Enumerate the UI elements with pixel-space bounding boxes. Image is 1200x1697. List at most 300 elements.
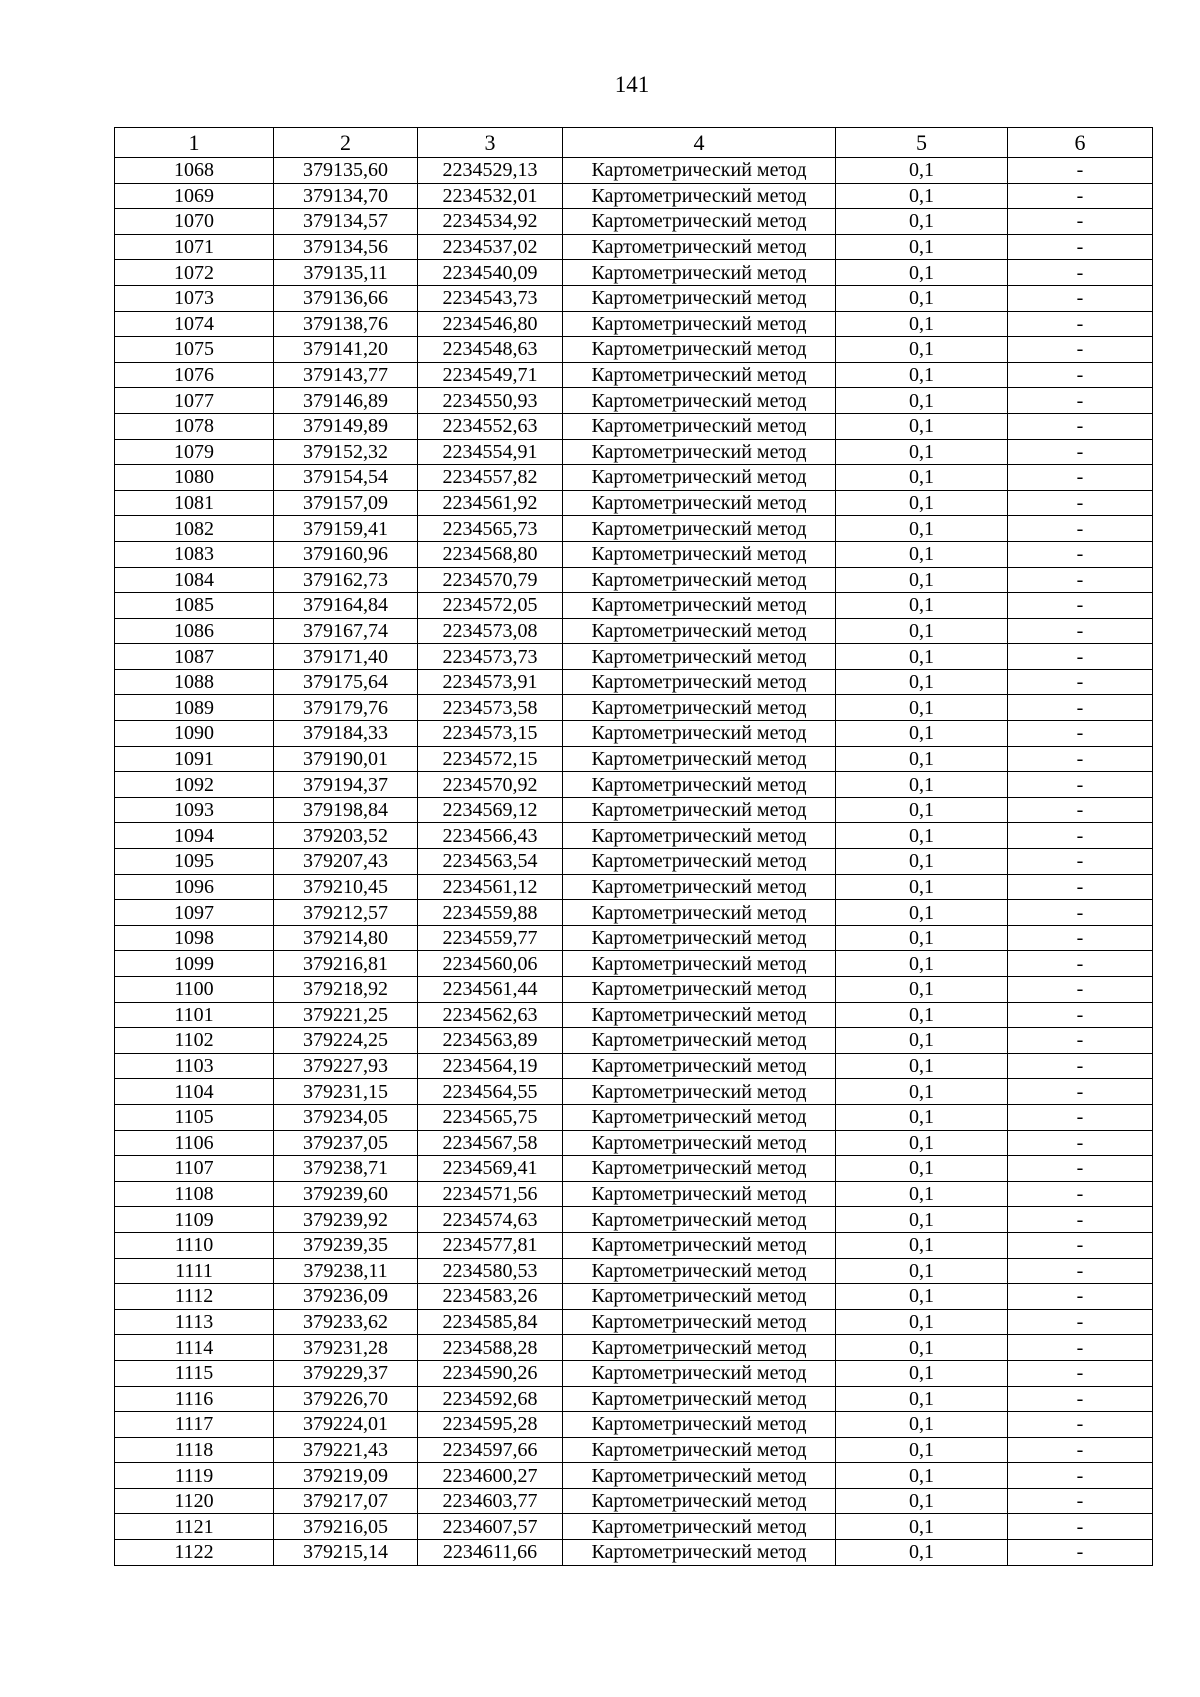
- point-number-cell: 1085: [115, 593, 274, 619]
- x-coordinate-cell: 379214,80: [274, 925, 418, 951]
- accuracy-cell: 0,1: [836, 772, 1008, 798]
- note-cell: -: [1008, 849, 1153, 875]
- y-coordinate-cell: 2234561,92: [418, 490, 563, 516]
- accuracy-cell: 0,1: [836, 669, 1008, 695]
- accuracy-cell: 0,1: [836, 1232, 1008, 1258]
- table-row: [115, 1028, 1153, 1054]
- y-coordinate-cell: 2234600,27: [418, 1463, 563, 1489]
- x-coordinate-cell: 379171,40: [274, 644, 418, 670]
- header-cell: 1: [115, 128, 274, 158]
- accuracy-cell: 0,1: [836, 951, 1008, 977]
- point-number-cell: 1094: [115, 823, 274, 849]
- x-coordinate-cell: 379216,05: [274, 1514, 418, 1540]
- y-coordinate-cell: 2234597,66: [418, 1437, 563, 1463]
- y-coordinate-cell: 2234571,56: [418, 1181, 563, 1207]
- table-row: [115, 1156, 1153, 1182]
- y-coordinate-cell: 2234562,63: [418, 1002, 563, 1028]
- note-cell: -: [1008, 797, 1153, 823]
- x-coordinate-cell: 379175,64: [274, 669, 418, 695]
- y-coordinate-cell: 2234583,26: [418, 1284, 563, 1310]
- method-cell: Картометрический метод: [563, 337, 836, 363]
- y-coordinate-cell: 2234611,66: [418, 1540, 563, 1566]
- method-cell: Картометрический метод: [563, 311, 836, 337]
- point-number-cell: 1111: [115, 1258, 274, 1284]
- note-cell: -: [1008, 1309, 1153, 1335]
- note-cell: -: [1008, 1258, 1153, 1284]
- table-row: [115, 158, 1153, 184]
- y-coordinate-cell: 2234573,91: [418, 669, 563, 695]
- y-coordinate-cell: 2234569,41: [418, 1156, 563, 1182]
- note-cell: -: [1008, 1079, 1153, 1105]
- accuracy-cell: 0,1: [836, 1079, 1008, 1105]
- table-row: [115, 797, 1153, 823]
- method-cell: Картометрический метод: [563, 158, 836, 184]
- accuracy-cell: 0,1: [836, 516, 1008, 542]
- accuracy-cell: 0,1: [836, 593, 1008, 619]
- point-number-cell: 1093: [115, 797, 274, 823]
- note-cell: -: [1008, 1028, 1153, 1054]
- point-number-cell: 1089: [115, 695, 274, 721]
- table-row: [115, 900, 1153, 926]
- y-coordinate-cell: 2234572,05: [418, 593, 563, 619]
- table-row: [115, 695, 1153, 721]
- y-coordinate-cell: 2234566,43: [418, 823, 563, 849]
- point-number-cell: 1108: [115, 1181, 274, 1207]
- note-cell: -: [1008, 1053, 1153, 1079]
- method-cell: Картометрический метод: [563, 183, 836, 209]
- method-cell: Картометрический метод: [563, 772, 836, 798]
- table-row: [115, 925, 1153, 951]
- x-coordinate-cell: 379224,25: [274, 1028, 418, 1054]
- note-cell: -: [1008, 721, 1153, 747]
- y-coordinate-cell: 2234560,06: [418, 951, 563, 977]
- note-cell: -: [1008, 772, 1153, 798]
- table-row: [115, 183, 1153, 209]
- note-cell: -: [1008, 490, 1153, 516]
- point-number-cell: 1109: [115, 1207, 274, 1233]
- table-row: [115, 977, 1153, 1003]
- note-cell: -: [1008, 388, 1153, 414]
- x-coordinate-cell: 379141,20: [274, 337, 418, 363]
- accuracy-cell: 0,1: [836, 158, 1008, 184]
- accuracy-cell: 0,1: [836, 1437, 1008, 1463]
- y-coordinate-cell: 2234537,02: [418, 234, 563, 260]
- point-number-cell: 1086: [115, 618, 274, 644]
- point-number-cell: 1104: [115, 1079, 274, 1105]
- accuracy-cell: 0,1: [836, 465, 1008, 491]
- note-cell: -: [1008, 1360, 1153, 1386]
- point-number-cell: 1069: [115, 183, 274, 209]
- point-number-cell: 1095: [115, 849, 274, 875]
- note-cell: -: [1008, 1463, 1153, 1489]
- x-coordinate-cell: 379233,62: [274, 1309, 418, 1335]
- method-cell: Картометрический метод: [563, 1488, 836, 1514]
- method-cell: Картометрический метод: [563, 1360, 836, 1386]
- note-cell: -: [1008, 567, 1153, 593]
- table-header-row: [115, 128, 1153, 158]
- accuracy-cell: 0,1: [836, 1053, 1008, 1079]
- y-coordinate-cell: 2234554,91: [418, 439, 563, 465]
- accuracy-cell: 0,1: [836, 1258, 1008, 1284]
- y-coordinate-cell: 2234540,09: [418, 260, 563, 286]
- method-cell: Картометрический метод: [563, 541, 836, 567]
- x-coordinate-cell: 379134,70: [274, 183, 418, 209]
- method-cell: Картометрический метод: [563, 797, 836, 823]
- x-coordinate-cell: 379231,28: [274, 1335, 418, 1361]
- accuracy-cell: 0,1: [836, 644, 1008, 670]
- y-coordinate-cell: 2234573,73: [418, 644, 563, 670]
- x-coordinate-cell: 379217,07: [274, 1488, 418, 1514]
- point-number-cell: 1103: [115, 1053, 274, 1079]
- accuracy-cell: 0,1: [836, 746, 1008, 772]
- table-row: [115, 618, 1153, 644]
- coordinates-table: [114, 127, 1153, 1566]
- accuracy-cell: 0,1: [836, 1360, 1008, 1386]
- method-cell: Картометрический метод: [563, 1284, 836, 1310]
- point-number-cell: 1112: [115, 1284, 274, 1310]
- note-cell: -: [1008, 1437, 1153, 1463]
- method-cell: Картометрический метод: [563, 234, 836, 260]
- accuracy-cell: 0,1: [836, 1104, 1008, 1130]
- y-coordinate-cell: 2234532,01: [418, 183, 563, 209]
- note-cell: -: [1008, 618, 1153, 644]
- accuracy-cell: 0,1: [836, 1284, 1008, 1310]
- method-cell: Картометрический метод: [563, 1130, 836, 1156]
- note-cell: -: [1008, 413, 1153, 439]
- y-coordinate-cell: 2234543,73: [418, 285, 563, 311]
- point-number-cell: 1082: [115, 516, 274, 542]
- note-cell: -: [1008, 1412, 1153, 1438]
- point-number-cell: 1075: [115, 337, 274, 363]
- y-coordinate-cell: 2234588,28: [418, 1335, 563, 1361]
- note-cell: -: [1008, 541, 1153, 567]
- point-number-cell: 1068: [115, 158, 274, 184]
- method-cell: Картометрический метод: [563, 1028, 836, 1054]
- y-coordinate-cell: 2234552,63: [418, 413, 563, 439]
- point-number-cell: 1073: [115, 285, 274, 311]
- y-coordinate-cell: 2234565,75: [418, 1104, 563, 1130]
- accuracy-cell: 0,1: [836, 567, 1008, 593]
- y-coordinate-cell: 2234561,12: [418, 874, 563, 900]
- y-coordinate-cell: 2234529,13: [418, 158, 563, 184]
- method-cell: Картометрический метод: [563, 593, 836, 619]
- y-coordinate-cell: 2234590,26: [418, 1360, 563, 1386]
- accuracy-cell: 0,1: [836, 260, 1008, 286]
- accuracy-cell: 0,1: [836, 1412, 1008, 1438]
- accuracy-cell: 0,1: [836, 797, 1008, 823]
- point-number-cell: 1121: [115, 1514, 274, 1540]
- accuracy-cell: 0,1: [836, 1514, 1008, 1540]
- table-row: [115, 1386, 1153, 1412]
- accuracy-cell: 0,1: [836, 1488, 1008, 1514]
- point-number-cell: 1077: [115, 388, 274, 414]
- page-number: 141: [614, 72, 650, 97]
- point-number-cell: 1117: [115, 1412, 274, 1438]
- point-number-cell: 1097: [115, 900, 274, 926]
- header-cell: 4: [563, 128, 836, 158]
- table-row: [115, 1104, 1153, 1130]
- y-coordinate-cell: 2234595,28: [418, 1412, 563, 1438]
- y-coordinate-cell: 2234573,58: [418, 695, 563, 721]
- header-cell: 3: [418, 128, 563, 158]
- table-row: [115, 362, 1153, 388]
- accuracy-cell: 0,1: [836, 1540, 1008, 1566]
- note-cell: -: [1008, 823, 1153, 849]
- x-coordinate-cell: 379157,09: [274, 490, 418, 516]
- x-coordinate-cell: 379239,35: [274, 1232, 418, 1258]
- y-coordinate-cell: 2234565,73: [418, 516, 563, 542]
- x-coordinate-cell: 379210,45: [274, 874, 418, 900]
- table-row: [115, 285, 1153, 311]
- note-cell: -: [1008, 465, 1153, 491]
- x-coordinate-cell: 379212,57: [274, 900, 418, 926]
- note-cell: -: [1008, 977, 1153, 1003]
- accuracy-cell: 0,1: [836, 849, 1008, 875]
- x-coordinate-cell: 379238,11: [274, 1258, 418, 1284]
- table-row: [115, 490, 1153, 516]
- method-cell: Картометрический метод: [563, 209, 836, 235]
- y-coordinate-cell: 2234548,63: [418, 337, 563, 363]
- x-coordinate-cell: 379194,37: [274, 772, 418, 798]
- note-cell: -: [1008, 746, 1153, 772]
- y-coordinate-cell: 2234585,84: [418, 1309, 563, 1335]
- note-cell: -: [1008, 695, 1153, 721]
- accuracy-cell: 0,1: [836, 311, 1008, 337]
- point-number-cell: 1120: [115, 1488, 274, 1514]
- y-coordinate-cell: 2234568,80: [418, 541, 563, 567]
- method-cell: Картометрический метод: [563, 1514, 836, 1540]
- accuracy-cell: 0,1: [836, 1463, 1008, 1489]
- y-coordinate-cell: 2234550,93: [418, 388, 563, 414]
- table-row: [115, 593, 1153, 619]
- accuracy-cell: 0,1: [836, 1156, 1008, 1182]
- method-cell: Картометрический метод: [563, 1540, 836, 1566]
- x-coordinate-cell: 379203,52: [274, 823, 418, 849]
- x-coordinate-cell: 379221,43: [274, 1437, 418, 1463]
- x-coordinate-cell: 379179,76: [274, 695, 418, 721]
- note-cell: -: [1008, 1514, 1153, 1540]
- table-row: [115, 951, 1153, 977]
- y-coordinate-cell: 2234574,63: [418, 1207, 563, 1233]
- table-row: [115, 311, 1153, 337]
- accuracy-cell: 0,1: [836, 234, 1008, 260]
- accuracy-cell: 0,1: [836, 183, 1008, 209]
- accuracy-cell: 0,1: [836, 362, 1008, 388]
- x-coordinate-cell: 379184,33: [274, 721, 418, 747]
- accuracy-cell: 0,1: [836, 721, 1008, 747]
- table-row: [115, 1232, 1153, 1258]
- y-coordinate-cell: 2234570,92: [418, 772, 563, 798]
- note-cell: -: [1008, 1207, 1153, 1233]
- accuracy-cell: 0,1: [836, 1386, 1008, 1412]
- method-cell: Картометрический метод: [563, 516, 836, 542]
- x-coordinate-cell: 379134,57: [274, 209, 418, 235]
- x-coordinate-cell: 379167,74: [274, 618, 418, 644]
- point-number-cell: 1100: [115, 977, 274, 1003]
- point-number-cell: 1115: [115, 1360, 274, 1386]
- point-number-cell: 1107: [115, 1156, 274, 1182]
- y-coordinate-cell: 2234564,19: [418, 1053, 563, 1079]
- table-row: [115, 644, 1153, 670]
- x-coordinate-cell: 379135,60: [274, 158, 418, 184]
- y-coordinate-cell: 2234561,44: [418, 977, 563, 1003]
- x-coordinate-cell: 379134,56: [274, 234, 418, 260]
- table-row: [115, 1488, 1153, 1514]
- y-coordinate-cell: 2234567,58: [418, 1130, 563, 1156]
- table-row: [115, 746, 1153, 772]
- y-coordinate-cell: 2234564,55: [418, 1079, 563, 1105]
- y-coordinate-cell: 2234577,81: [418, 1232, 563, 1258]
- note-cell: -: [1008, 644, 1153, 670]
- method-cell: Картометрический метод: [563, 1463, 836, 1489]
- accuracy-cell: 0,1: [836, 1335, 1008, 1361]
- x-coordinate-cell: 379159,41: [274, 516, 418, 542]
- method-cell: Картометрический метод: [563, 1181, 836, 1207]
- table-row: [115, 465, 1153, 491]
- note-cell: -: [1008, 1156, 1153, 1182]
- point-number-cell: 1119: [115, 1463, 274, 1489]
- note-cell: -: [1008, 1335, 1153, 1361]
- point-number-cell: 1116: [115, 1386, 274, 1412]
- method-cell: Картометрический метод: [563, 977, 836, 1003]
- table-row: [115, 669, 1153, 695]
- y-coordinate-cell: 2234570,79: [418, 567, 563, 593]
- x-coordinate-cell: 379162,73: [274, 567, 418, 593]
- accuracy-cell: 0,1: [836, 1309, 1008, 1335]
- note-cell: -: [1008, 439, 1153, 465]
- table-row: [115, 823, 1153, 849]
- method-cell: Картометрический метод: [563, 644, 836, 670]
- table-row: [115, 388, 1153, 414]
- table-row: [115, 1514, 1153, 1540]
- point-number-cell: 1122: [115, 1540, 274, 1566]
- method-cell: Картометрический метод: [563, 618, 836, 644]
- header-cell: 2: [274, 128, 418, 158]
- table-row: [115, 1437, 1153, 1463]
- x-coordinate-cell: 379152,32: [274, 439, 418, 465]
- y-coordinate-cell: 2234546,80: [418, 311, 563, 337]
- method-cell: Картометрический метод: [563, 465, 836, 491]
- point-number-cell: 1105: [115, 1104, 274, 1130]
- accuracy-cell: 0,1: [836, 823, 1008, 849]
- x-coordinate-cell: 379146,89: [274, 388, 418, 414]
- x-coordinate-cell: 379198,84: [274, 797, 418, 823]
- table-row: [115, 721, 1153, 747]
- point-number-cell: 1098: [115, 925, 274, 951]
- table-row: [115, 1284, 1153, 1310]
- method-cell: Картометрический метод: [563, 490, 836, 516]
- note-cell: -: [1008, 1130, 1153, 1156]
- method-cell: Картометрический метод: [563, 1207, 836, 1233]
- point-number-cell: 1113: [115, 1309, 274, 1335]
- y-coordinate-cell: 2234607,57: [418, 1514, 563, 1540]
- point-number-cell: 1084: [115, 567, 274, 593]
- note-cell: -: [1008, 158, 1153, 184]
- y-coordinate-cell: 2234557,82: [418, 465, 563, 491]
- point-number-cell: 1076: [115, 362, 274, 388]
- note-cell: -: [1008, 1232, 1153, 1258]
- x-coordinate-cell: 379234,05: [274, 1104, 418, 1130]
- x-coordinate-cell: 379215,14: [274, 1540, 418, 1566]
- table-row: [115, 772, 1153, 798]
- x-coordinate-cell: 379236,09: [274, 1284, 418, 1310]
- accuracy-cell: 0,1: [836, 209, 1008, 235]
- table-row: [115, 337, 1153, 363]
- x-coordinate-cell: 379224,01: [274, 1412, 418, 1438]
- point-number-cell: 1090: [115, 721, 274, 747]
- method-cell: Картометрический метод: [563, 849, 836, 875]
- method-cell: Картометрический метод: [563, 567, 836, 593]
- point-number-cell: 1118: [115, 1437, 274, 1463]
- point-number-cell: 1080: [115, 465, 274, 491]
- method-cell: Картометрический метод: [563, 1437, 836, 1463]
- note-cell: -: [1008, 1540, 1153, 1566]
- accuracy-cell: 0,1: [836, 695, 1008, 721]
- x-coordinate-cell: 379149,89: [274, 413, 418, 439]
- x-coordinate-cell: 379135,11: [274, 260, 418, 286]
- point-number-cell: 1106: [115, 1130, 274, 1156]
- note-cell: -: [1008, 337, 1153, 363]
- method-cell: Картометрический метод: [563, 1053, 836, 1079]
- method-cell: Картометрический метод: [563, 1309, 836, 1335]
- table-row: [115, 567, 1153, 593]
- note-cell: -: [1008, 669, 1153, 695]
- accuracy-cell: 0,1: [836, 977, 1008, 1003]
- table-row: [115, 541, 1153, 567]
- note-cell: -: [1008, 183, 1153, 209]
- note-cell: -: [1008, 1386, 1153, 1412]
- method-cell: Картометрический метод: [563, 285, 836, 311]
- x-coordinate-cell: 379207,43: [274, 849, 418, 875]
- table-row: [115, 874, 1153, 900]
- point-number-cell: 1087: [115, 644, 274, 670]
- note-cell: -: [1008, 234, 1153, 260]
- table-row: [115, 1258, 1153, 1284]
- point-number-cell: 1070: [115, 209, 274, 235]
- point-number-cell: 1102: [115, 1028, 274, 1054]
- x-coordinate-cell: 379227,93: [274, 1053, 418, 1079]
- header-cell: 5: [836, 128, 1008, 158]
- x-coordinate-cell: 379221,25: [274, 1002, 418, 1028]
- x-coordinate-cell: 379226,70: [274, 1386, 418, 1412]
- accuracy-cell: 0,1: [836, 1207, 1008, 1233]
- note-cell: -: [1008, 516, 1153, 542]
- y-coordinate-cell: 2234573,15: [418, 721, 563, 747]
- point-number-cell: 1071: [115, 234, 274, 260]
- point-number-cell: 1088: [115, 669, 274, 695]
- method-cell: Картометрический метод: [563, 925, 836, 951]
- x-coordinate-cell: 379216,81: [274, 951, 418, 977]
- note-cell: -: [1008, 285, 1153, 311]
- method-cell: Картометрический метод: [563, 695, 836, 721]
- table-row: [115, 209, 1153, 235]
- x-coordinate-cell: 379154,54: [274, 465, 418, 491]
- accuracy-cell: 0,1: [836, 618, 1008, 644]
- note-cell: -: [1008, 311, 1153, 337]
- method-cell: Картометрический метод: [563, 1386, 836, 1412]
- method-cell: Картометрический метод: [563, 1079, 836, 1105]
- accuracy-cell: 0,1: [836, 874, 1008, 900]
- accuracy-cell: 0,1: [836, 900, 1008, 926]
- table-body: [115, 158, 1153, 1566]
- x-coordinate-cell: 379218,92: [274, 977, 418, 1003]
- method-cell: Картометрический метод: [563, 900, 836, 926]
- table-row: [115, 1463, 1153, 1489]
- accuracy-cell: 0,1: [836, 285, 1008, 311]
- point-number-cell: 1092: [115, 772, 274, 798]
- x-coordinate-cell: 379229,37: [274, 1360, 418, 1386]
- note-cell: -: [1008, 1181, 1153, 1207]
